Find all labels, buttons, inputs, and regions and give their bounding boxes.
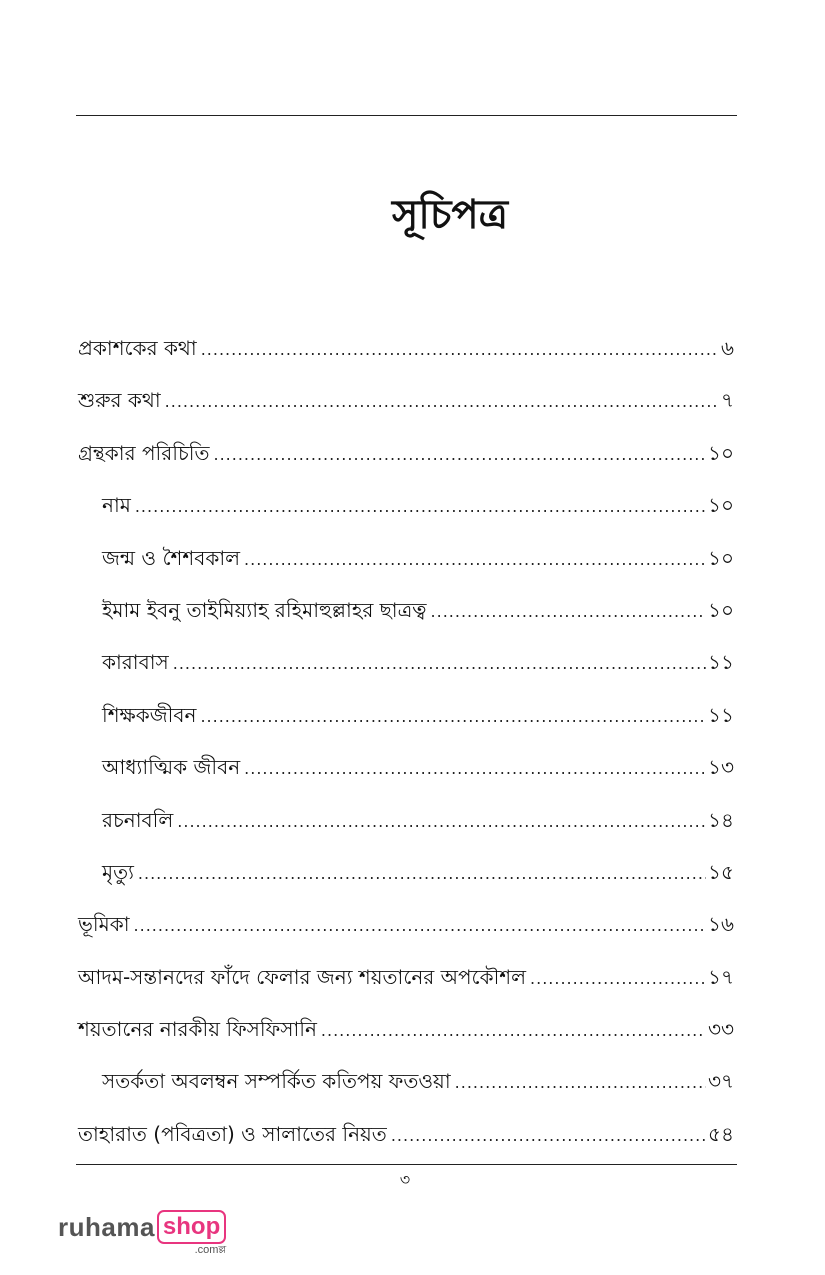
toc-dot-leader bbox=[213, 429, 706, 481]
toc-entry-title: রচনাবলি bbox=[102, 807, 174, 832]
toc-dot-leader bbox=[455, 1057, 706, 1109]
logo-ruhama-text: ruhama bbox=[58, 1212, 155, 1242]
toc-dot-leader bbox=[244, 743, 706, 795]
toc-entry-title: সতর্কতা অবলম্বন সম্পর্কিত কতিপয় ফতওয়া bbox=[102, 1069, 451, 1094]
toc-entry bbox=[78, 1108, 734, 1160]
toc-dot-leader bbox=[244, 534, 706, 586]
toc-entry bbox=[78, 846, 734, 898]
toc-dot-leader bbox=[431, 586, 706, 638]
toc-entry-title: কারাবাস bbox=[102, 650, 169, 675]
bottom-rule bbox=[76, 1164, 737, 1165]
toc-entry bbox=[78, 689, 734, 741]
toc-dot-leader bbox=[177, 796, 706, 848]
toc-dot-leader bbox=[200, 691, 706, 743]
toc-entry-title: তাহারাত (পবিত্রতা) ও সালাতের নিয়ত bbox=[78, 1121, 387, 1146]
toc-entry-page: ১০ bbox=[708, 440, 734, 465]
toc-entry-title: আদম-সন্তানদের ফাঁদে ফেলার জন্য শয়তানের অপকৌশল bbox=[78, 964, 527, 989]
toc-entry bbox=[78, 951, 734, 1003]
toc-entry-title: নাম bbox=[102, 493, 131, 518]
toc-entry bbox=[78, 532, 734, 584]
toc-entry-page: ১১ bbox=[708, 650, 734, 675]
toc-dot-leader bbox=[201, 324, 719, 376]
toc-entry bbox=[78, 1003, 734, 1055]
toc-entry-page: ১৩ bbox=[708, 755, 734, 780]
logo-shop-text: shop bbox=[157, 1210, 226, 1244]
toc-entry-title: গ্রন্থকার পরিচিতি bbox=[78, 440, 210, 465]
top-rule bbox=[76, 115, 737, 116]
page-number: ৩ bbox=[399, 1170, 411, 1189]
logo-domain-text: .comল্ল bbox=[194, 1244, 227, 1256]
toc-entry-page: ১১ bbox=[708, 702, 734, 727]
toc-entry-page: ১৬ bbox=[708, 912, 734, 937]
toc-entry bbox=[78, 322, 734, 374]
toc-entry-title: প্রকাশকের কথা bbox=[78, 336, 197, 360]
toc-entry-page: ৫৪ bbox=[708, 1121, 734, 1146]
toc-entry-page: ৩৭ bbox=[707, 1069, 734, 1094]
toc-entry-page: ১০ bbox=[708, 545, 734, 570]
toc-entry-title: মৃত্যু bbox=[102, 859, 134, 884]
logo-shop-badge bbox=[157, 1210, 227, 1256]
toc-dot-leader bbox=[530, 953, 706, 1005]
toc-entry-page: ৭ bbox=[720, 388, 734, 413]
toc-entry-page: ১৫ bbox=[708, 859, 734, 884]
toc-entry bbox=[78, 1055, 734, 1107]
toc-dot-leader bbox=[391, 1110, 706, 1162]
toc-entry bbox=[78, 427, 734, 479]
toc-entry bbox=[78, 479, 734, 531]
toc-entry-page: ১৭ bbox=[708, 964, 734, 989]
ruhama-shop-logo bbox=[58, 1210, 226, 1260]
toc-entry-title: শুরুর কথা bbox=[78, 388, 161, 413]
toc-entry-title: শয়তানের নারকীয় ফিসফিসানি bbox=[78, 1017, 317, 1042]
toc-entry bbox=[78, 794, 734, 846]
toc-entry-title: ইমাম ইবনু তাইমিয়্যাহ রহিমাহুল্লাহর ছাত্রত্ব bbox=[102, 597, 427, 622]
toc-entry-page: ১৪ bbox=[708, 807, 734, 832]
toc-entry-page: ৬ bbox=[720, 336, 734, 360]
toc-entry-title: আধ্যাত্মিক জীবন bbox=[102, 755, 241, 780]
toc-entry bbox=[78, 636, 734, 688]
toc-entry bbox=[78, 898, 734, 950]
toc-entry-page: ৩৩ bbox=[707, 1017, 734, 1042]
toc-entry-title: শিক্ষকজীবন bbox=[102, 702, 197, 727]
toc-dot-leader bbox=[134, 900, 706, 952]
toc-entry bbox=[78, 374, 734, 426]
toc-dot-leader bbox=[138, 848, 706, 900]
toc-dot-leader bbox=[173, 638, 706, 690]
toc-dot-leader bbox=[321, 1005, 706, 1057]
toc-dot-leader bbox=[135, 481, 706, 533]
toc-entry bbox=[78, 584, 734, 636]
table-of-contents bbox=[78, 322, 734, 1160]
toc-entry-title: জন্ম ও শৈশবকাল bbox=[102, 545, 241, 570]
toc-entry-page: ১০ bbox=[708, 597, 734, 622]
toc-entry bbox=[78, 741, 734, 793]
toc-dot-leader bbox=[165, 376, 719, 428]
page-title: সূচিপত্র bbox=[392, 191, 508, 238]
toc-entry-page: ১০ bbox=[708, 493, 734, 518]
toc-entry-title: ভূমিকা bbox=[78, 912, 130, 937]
